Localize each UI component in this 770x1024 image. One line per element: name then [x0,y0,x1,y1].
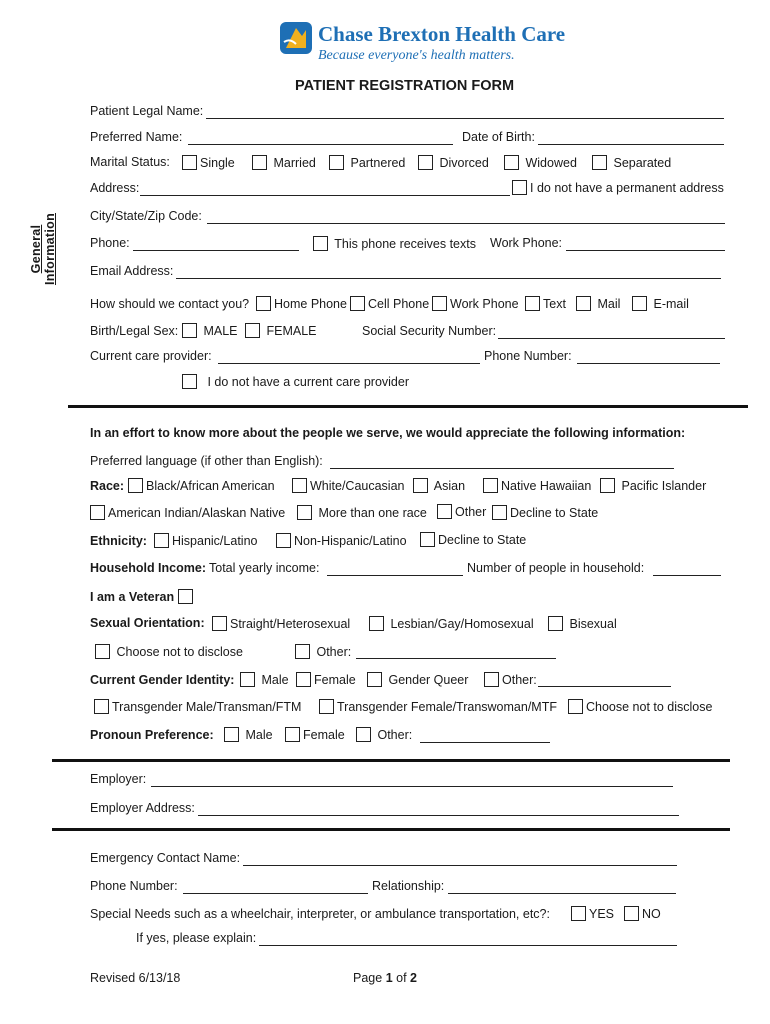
checkbox[interactable] [212,616,227,631]
provider-phone-label: Phone Number: [484,349,572,363]
employer-address-label: Employer Address: [90,801,195,815]
checkbox[interactable] [297,505,312,520]
no-provider-option[interactable] [182,374,409,389]
option-label: Home Phone [274,297,347,311]
marital-married[interactable] [252,155,316,170]
checkbox[interactable] [292,478,307,493]
option-label: Separated [613,156,672,170]
gender-transman[interactable] [94,699,301,714]
checkbox[interactable] [418,155,433,170]
explain-field[interactable] [259,945,677,946]
option-label: Work Phone [450,297,519,311]
city-field[interactable] [207,223,725,224]
sex-male[interactable] [182,323,238,338]
income-total-label: Total yearly income: [209,561,320,575]
race-black[interactable] [128,478,275,493]
pronoun-male[interactable] [224,727,273,742]
checkbox[interactable] [624,906,639,921]
race-other[interactable] [437,504,486,519]
option-label: Single [200,156,235,170]
checkbox[interactable] [568,699,583,714]
checkbox[interactable] [356,727,371,742]
page-total: 2 [410,971,417,985]
option-label: Male [261,673,289,687]
race-pacific[interactable] [600,478,706,493]
marital-separated[interactable] [592,155,671,170]
option-label: E-mail [653,297,689,311]
option-label: Transgender Male/Transman/FTM [112,700,302,714]
ethnicity-label: Ethnicity: [90,534,147,548]
checkbox[interactable] [182,155,197,170]
checkbox[interactable] [437,504,452,519]
checkbox[interactable] [276,533,291,548]
checkbox[interactable] [178,589,193,604]
phone-field[interactable] [133,250,299,251]
checkbox[interactable] [576,296,591,311]
option-label: Partnered [350,156,406,170]
option-label: Female [314,673,356,687]
contact-email[interactable] [632,296,689,311]
demographics-intro: In an effort to know more about the people we serve, we would appreciate the following information: [90,426,686,440]
option-label: Straight/Heterosexual [230,617,351,631]
relationship-label: Relationship: [372,879,445,893]
address-field[interactable] [140,195,510,196]
option-label: Pacific Islander [621,479,707,493]
veteran-option[interactable] [90,589,196,604]
veteran-label: I am a Veteran [90,590,175,604]
phone-label: Phone: [90,236,130,250]
language-field[interactable] [330,468,674,469]
no-address-option[interactable] [512,180,724,195]
section-divider [68,405,748,408]
checkbox[interactable] [295,644,310,659]
race-native[interactable] [90,505,285,520]
checkbox[interactable] [350,296,365,311]
option-label: Transgender Female/Transwoman/MTF [337,700,557,714]
page-current: 1 [385,971,393,985]
gender-other-field[interactable] [538,686,671,687]
employer-field[interactable] [151,786,673,787]
checkbox[interactable] [240,672,255,687]
pronoun-other[interactable] [356,727,412,742]
emergency-phone-field[interactable] [183,893,368,894]
gender-label: Current Gender Identity: [90,673,235,687]
option-label: More than one race [318,506,427,520]
checkbox[interactable] [256,296,271,311]
checkbox[interactable] [285,727,300,742]
section-divider [52,759,730,762]
employer-label: Employer: [90,772,147,786]
gender-other[interactable] [484,672,537,687]
checkbox[interactable] [94,699,109,714]
contact-label: How should we contact you? [90,297,250,311]
work-phone-field[interactable] [566,250,725,251]
checkbox[interactable] [484,672,499,687]
option-label: Decline to State [438,533,527,547]
checkbox[interactable] [329,155,344,170]
contact-mail[interactable] [576,296,620,311]
checkbox[interactable] [548,616,563,631]
email-field[interactable] [176,278,721,279]
option-label: Cell Phone [368,297,430,311]
pronoun-other-field[interactable] [420,742,550,743]
logo-name: Chase Brexton Health Care [318,22,566,46]
household-field[interactable] [653,575,721,576]
checkbox[interactable] [369,616,384,631]
checkbox[interactable] [492,505,507,520]
checkbox[interactable] [420,532,435,547]
race-decline[interactable] [492,505,598,520]
logo-mark-icon [280,22,312,54]
pronoun-female[interactable] [285,727,345,742]
option-label: This phone receives texts [334,237,476,251]
race-asian[interactable] [413,478,465,493]
address-label: Address: [90,181,140,195]
section-divider [52,828,730,831]
contact-text[interactable] [525,296,566,311]
special-yes[interactable] [571,906,614,921]
pronoun-label: Pronoun Preference: [90,728,214,742]
orientation-bisexual[interactable] [548,616,617,631]
option-label: Asian [433,479,466,493]
contact-home[interactable] [256,296,347,311]
option-label: Gender Queer [388,673,469,687]
checkbox[interactable] [182,323,197,338]
emergency-name-field[interactable] [243,865,677,866]
option-label: Married [273,156,316,170]
option-label: Native Hawaiian [501,479,592,493]
provider-phone-field[interactable] [577,363,720,364]
gender-queer[interactable] [367,672,468,687]
gender-transwoman[interactable] [319,699,557,714]
checkbox[interactable] [182,374,197,389]
relationship-field[interactable] [448,893,676,894]
side-label: General Information [29,212,57,286]
orientation-gay[interactable] [369,616,534,631]
option-label: Other: [316,645,352,659]
provider-label: Current care provider: [90,349,212,363]
marital-divorced[interactable] [418,155,489,170]
race-label: Race: [90,479,125,493]
option-label: MALE [203,324,238,338]
sex-female[interactable] [245,323,317,338]
income-label: Household Income: [90,561,206,575]
checkbox[interactable] [525,296,540,311]
checkbox[interactable] [319,699,334,714]
legal-name-field[interactable] [206,118,724,119]
checkbox[interactable] [504,155,519,170]
dob-field[interactable] [538,144,724,145]
checkbox[interactable] [154,533,169,548]
option-label: Bisexual [569,617,617,631]
ssn-field[interactable] [498,338,725,339]
option-label: Choose not to disclose [116,645,243,659]
ethnicity-non-hispanic[interactable] [276,533,407,548]
marital-label: Marital Status: [90,155,170,169]
sex-label: Birth/Legal Sex: [90,324,179,338]
option-label: Other: [502,673,537,687]
option-label: I do not have a permanent address [530,181,724,195]
emergency-name-label: Emergency Contact Name: [90,851,241,865]
ssn-label: Social Security Number: [362,324,497,338]
marital-single[interactable] [182,155,235,170]
option-label: YES [589,907,615,921]
email-label: Email Address: [90,264,174,278]
marital-partnered[interactable] [329,155,405,170]
work-phone-label: Work Phone: [490,236,563,250]
contact-cell[interactable] [350,296,429,311]
checkbox[interactable] [600,478,615,493]
form-title: PATIENT REGISTRATION FORM [295,78,515,94]
option-label: Divorced [439,156,489,170]
special-needs-label: Special Needs such as a wheelchair, interpreter, or ambulance transportation, etc?: [90,907,550,921]
orientation-no-disclose[interactable] [95,644,243,659]
checkbox[interactable] [296,672,311,687]
checkbox[interactable] [367,672,382,687]
checkbox[interactable] [432,296,447,311]
option-label: I do not have a current care provider [207,375,409,389]
revised-date: Revised 6/13/18 [90,971,181,985]
orientation-label: Sexual Orientation: [90,616,205,630]
option-label: American Indian/Alaskan Native [108,506,286,520]
option-label: Other [455,505,487,519]
option-label: Female [303,728,345,742]
page-of: of [396,971,407,985]
checkbox[interactable] [512,180,527,195]
option-label: FEMALE [266,324,317,338]
income-total-field[interactable] [327,575,463,576]
checkbox[interactable] [313,236,328,251]
contact-work[interactable] [432,296,519,311]
option-label: Mail [597,297,621,311]
option-label: Lesbian/Gay/Homosexual [390,617,534,631]
household-label: Number of people in household: [467,561,645,575]
checkbox[interactable] [483,478,498,493]
dob-label: Date of Birth: [462,130,535,144]
ethnicity-hispanic[interactable] [154,533,257,548]
preferred-name-field[interactable] [188,144,453,145]
checkbox[interactable] [90,505,105,520]
option-label: Black/African American [146,479,275,493]
option-label: Decline to State [510,506,599,520]
page-number [353,971,417,985]
race-white[interactable] [292,478,405,493]
employer-address-field[interactable] [198,815,679,816]
explain-label: If yes, please explain: [136,931,257,945]
gender-male[interactable] [240,672,289,687]
checkbox[interactable] [224,727,239,742]
orientation-straight[interactable] [212,616,350,631]
logo-tagline: Because everyone's health matters. [318,48,515,63]
gender-female[interactable] [296,672,356,687]
preferred-name-label: Preferred Name: [90,130,183,144]
checkbox[interactable] [252,155,267,170]
option-label: Widowed [525,156,577,170]
race-multiple[interactable] [297,505,427,520]
page-prefix: Page [353,971,383,985]
option-label: Non-Hispanic/Latino [294,534,407,548]
special-no[interactable] [624,906,661,921]
legal-name-label: Patient Legal Name: [90,104,204,118]
checkbox[interactable] [95,644,110,659]
option-label: Choose not to disclose [586,700,713,714]
orientation-other-field[interactable] [356,658,556,659]
option-label: Male [245,728,273,742]
option-label: NO [642,907,661,921]
texts-option[interactable] [313,236,476,251]
emergency-phone-label: Phone Number: [90,879,178,893]
checkbox[interactable] [571,906,586,921]
city-label: City/State/Zip Code: [90,209,202,223]
provider-field[interactable] [218,363,480,364]
orientation-other[interactable] [295,644,351,659]
option-label: White/Caucasian [310,479,405,493]
marital-widowed[interactable] [504,155,577,170]
race-hawaiian[interactable] [483,478,591,493]
language-label: Preferred language (if other than English): [90,454,323,468]
ethnicity-decline[interactable] [420,532,526,547]
option-label: Text [543,297,566,311]
checkbox[interactable] [413,478,428,493]
gender-no-disclose[interactable] [568,699,712,714]
checkbox[interactable] [632,296,647,311]
option-label: Other: [377,728,413,742]
checkbox[interactable] [245,323,260,338]
checkbox[interactable] [592,155,607,170]
checkbox[interactable] [128,478,143,493]
option-label: Hispanic/Latino [172,534,258,548]
